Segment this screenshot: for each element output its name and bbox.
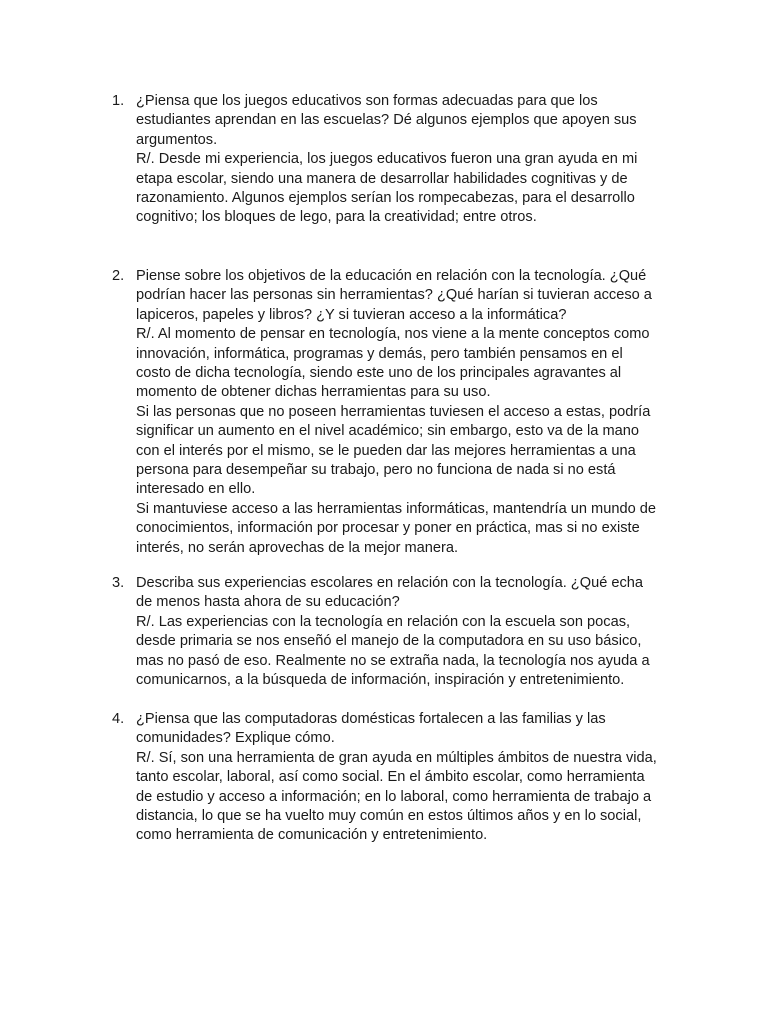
answer-line: interesado en ello. bbox=[136, 481, 256, 498]
question-line: podrían hacer las personas sin herramientas? ¿Qué harían si tuvieran acceso a bbox=[136, 287, 652, 304]
item-number: 4. bbox=[112, 711, 125, 727]
answer-line: R/. Al momento de pensar en tecnología, nos viene a la mente conceptos como bbox=[136, 326, 650, 343]
item-body bbox=[136, 92, 686, 228]
question-line: argumentos. bbox=[136, 131, 218, 148]
question-line: de menos hasta ahora de su educación? bbox=[136, 594, 400, 611]
answer-line: como herramienta de comunicación y entretenimiento. bbox=[136, 827, 488, 844]
answer-line: innovación, informática, programas y demás, pero también pensamos en el bbox=[136, 345, 623, 362]
answer-line: razonamiento. Algunos ejemplos serían los rompecabezas, para el desarrollo bbox=[136, 190, 635, 207]
answer-line: persona para desempeñar su trabajo, pero no funciona de nada si no está bbox=[136, 462, 616, 479]
answer-line: mas no pasó de eso. Realmente no se extraña nada, la tecnología nos ayuda a bbox=[136, 652, 650, 669]
question-line: Describa sus experiencias escolares en relación con la tecnología. ¿Qué echa bbox=[136, 575, 644, 591]
answer-line: R/. Sí, son una herramienta de gran ayuda en múltiples ámbitos de nuestra vida, bbox=[136, 749, 657, 766]
item-body bbox=[136, 710, 686, 846]
answer-line: de estudio y acceso a información; en lo laboral, como herramienta de trabajo a bbox=[136, 788, 652, 805]
question-line: lapiceros, papeles y libros? ¿Y si tuvieran acceso a la informática? bbox=[136, 306, 567, 323]
answer-line: comunicarnos, a la búsqueda de información, inspiración y entretenimiento. bbox=[136, 672, 625, 689]
question-line: estudiantes aprendan en las escuelas? Dé algunos ejemplos que apoyen sus bbox=[136, 112, 637, 129]
answer-line: Si mantuviese acceso a las herramientas informáticas, mantendría un mundo de bbox=[136, 500, 656, 517]
question-line: ¿Piensa que las computadoras domésticas fortalecen a las familias y las bbox=[136, 711, 606, 727]
answer-line: costo de dicha tecnología, siendo este uno de los principales agravantes al bbox=[136, 365, 622, 382]
item-body bbox=[136, 574, 686, 690]
answer-line: momento de obtener dichas herramientas para su uso. bbox=[136, 384, 491, 401]
question-line: comunidades? Explique cómo. bbox=[136, 730, 335, 747]
item-number: 3. bbox=[112, 575, 125, 591]
item-number: 2. bbox=[112, 268, 125, 284]
answer-line: R/. Desde mi experiencia, los juegos educativos fueron una gran ayuda en mi bbox=[136, 151, 638, 168]
answer-line: conocimientos, información por procesar y poner en práctica, mas si no existe bbox=[136, 520, 640, 537]
answer-line: Si las personas que no poseen herramientas tuviesen el acceso a estas, podría bbox=[136, 403, 651, 420]
answer-line: R/. Las experiencias con la tecnología en relación con la escuela son pocas, bbox=[136, 613, 631, 630]
answer-line: etapa escolar, siendo una manera de desarrollar habilidades cognitivas y de bbox=[136, 170, 628, 187]
answer-line: desde primaria se nos enseñó el manejo de la computadora en su uso básico, bbox=[136, 633, 642, 650]
answer-line: cognitivo; los bloques de lego, para la creatividad; entre otros. bbox=[136, 209, 537, 226]
question-line: ¿Piensa que los juegos educativos son formas adecuadas para que los bbox=[136, 93, 598, 109]
item-body bbox=[136, 267, 686, 558]
answer-line: significar un aumento en el nivel académico; sin embargo, esto va de la mano bbox=[136, 423, 639, 440]
answer-line: distancia, lo que se ha vuelto muy común en estos últimos años y en lo social, bbox=[136, 808, 642, 825]
item-number: 1. bbox=[112, 93, 125, 109]
question-line: Piense sobre los objetivos de la educación en relación con la tecnología. ¿Qué bbox=[136, 268, 647, 284]
answer-line: con el interés por el mismo, se le pueden dar las mejores herramientas a una bbox=[136, 442, 636, 459]
answer-line: tanto escolar, laboral, así como social. En el ámbito escolar, como herramienta bbox=[136, 769, 645, 786]
answer-line: interés, no serán aprovechas de la mejor manera. bbox=[136, 539, 459, 556]
